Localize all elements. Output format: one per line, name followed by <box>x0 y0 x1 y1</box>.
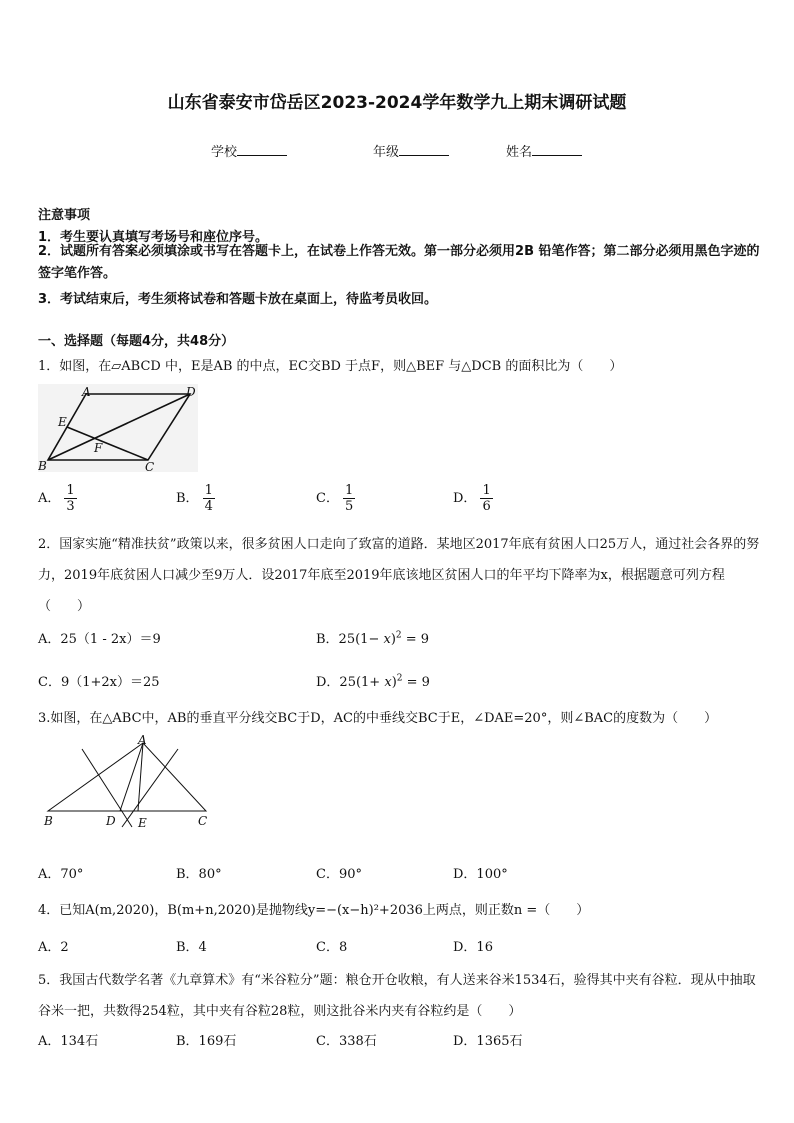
q3-option-b[interactable]: B．80° <box>176 867 222 882</box>
denominator: 4 <box>204 499 213 514</box>
q1-option-c[interactable] <box>316 483 355 514</box>
notice-item: 2．试题所有答案必须填涂或书写在答题卡上，在试卷上作答无效。第一部分必须用2B 铅笔作答；第二部分必须用黑色字迹的签字笔作答。 <box>38 244 760 281</box>
triangle-abc <box>48 743 206 811</box>
denominator: 3 <box>66 499 75 514</box>
q4-option-a[interactable]: A．2 <box>38 940 69 955</box>
name-blank[interactable] <box>532 143 582 156</box>
label-d: D <box>106 814 116 828</box>
q5-option-b[interactable]: B．169石 <box>176 1034 237 1049</box>
label-a: A <box>138 735 147 747</box>
exponent: 2 <box>396 673 403 684</box>
q5-option-c[interactable]: C．338石 <box>316 1034 377 1049</box>
expr: ) <box>390 632 396 647</box>
question-1-stem: 1．如图，在▱ABCD 中，E是AB 的中点，EC交BD 于点F，则△BEF 与△DCB 的面积比为（ ） <box>38 359 623 374</box>
q4-option-b[interactable]: B．4 <box>176 940 207 955</box>
school-blank[interactable] <box>237 143 287 156</box>
q1-option-a[interactable] <box>38 483 77 514</box>
grade-blank[interactable] <box>399 143 449 156</box>
q1-option-d[interactable] <box>453 483 493 514</box>
expr: ) <box>391 675 397 690</box>
exponent: 2 <box>395 630 402 641</box>
page-title: 山东省泰安市岱岳区2023-2024学年数学九上期末调研试题 <box>167 93 627 113</box>
q4-option-c[interactable]: C．8 <box>316 940 348 955</box>
denominator: 6 <box>482 499 491 514</box>
q3-option-d[interactable]: D．100° <box>453 867 508 882</box>
question-5-stem: 5．我国古代数学名著《九章算术》有“米谷粒分”题：粮仓开仓收粮，有人送来谷米1534石，验得其中夹有谷粒．现从中抽取谷米一把，共数得254粒，其中夹有谷粒28粒，则这批谷米内夹有谷粒约是（ ） <box>38 973 756 1019</box>
numerator: 1 <box>344 483 354 498</box>
q5-option-d[interactable]: D．1365石 <box>453 1034 523 1049</box>
label-b: B <box>38 459 47 472</box>
option-letter: D． <box>453 491 477 506</box>
label-f: F <box>94 441 103 455</box>
option-letter: C． <box>316 491 339 506</box>
numerator: 1 <box>66 483 75 498</box>
perpendicular-bisector-ac <box>122 749 178 827</box>
question-3-stem: 3.如图，在△ABC中，AB的垂直平分线交BC于D，AC的中垂线交BC于E，∠DAE=20°，则∠BAC的度数为（ ） <box>38 711 718 726</box>
q4-option-d[interactable]: D．16 <box>453 940 493 955</box>
label-c: C <box>145 460 155 472</box>
notice-item: 3．考试结束后，考生须将试卷和答题卡放在桌面上，待监考员收回。 <box>38 292 438 307</box>
label-b: B <box>44 814 53 828</box>
grade-label: 年级 <box>373 145 400 160</box>
grade-field[interactable] <box>373 141 449 160</box>
segment-ad <box>120 743 143 811</box>
parallelogram-figure <box>38 384 198 472</box>
notice-item: 1．考生要认真填写考场号和座位序号。 <box>38 230 269 245</box>
q2-option-d[interactable] <box>316 671 430 690</box>
triangle-figure <box>38 735 214 831</box>
school-label: 学校 <box>211 145 238 160</box>
option-letter: A． <box>38 491 61 506</box>
name-label: 姓名 <box>506 145 533 160</box>
q1-option-b[interactable] <box>176 483 215 514</box>
expr: = 9 <box>401 632 430 647</box>
question-4-stem: 4．已知A(m,2020)，B(m+n,2020)是抛物线y=−(x−h)²+2036上两点，则正数n =（ ） <box>38 903 590 918</box>
q2-option-c[interactable]: C．9（1+2x）＝25 <box>38 675 160 690</box>
q5-option-a[interactable]: A．134石 <box>38 1034 99 1049</box>
var-x: x <box>383 632 391 647</box>
q2-option-b[interactable] <box>316 628 429 647</box>
school-field[interactable] <box>211 141 287 160</box>
question-2-stem: 2．国家实施“精准扶贫”政策以来，很多贫困人口走向了致富的道路．某地区2017年底有贫困人口25万人，通过社会各界的努力，2019年底贫困人口减少至9万人．设2017年底至2019年底该地区贫困人口的年平均下降率为x，根据题意可列方程（ ） <box>38 537 760 614</box>
expr: B．25(1− <box>316 632 384 647</box>
numerator: 1 <box>204 483 213 498</box>
name-field[interactable] <box>506 141 582 160</box>
label-a: A <box>82 385 91 399</box>
label-c: C <box>198 814 208 828</box>
q2-option-a[interactable]: A．25（1 - 2x）＝9 <box>38 632 161 647</box>
var-x: x <box>384 675 392 690</box>
label-e: E <box>58 415 67 429</box>
label-e: E <box>138 816 147 830</box>
section-heading: 一、选择题（每题4分，共48分） <box>38 334 235 349</box>
numerator: 1 <box>482 483 491 498</box>
expr: D．25(1+ <box>316 675 385 690</box>
q3-option-c[interactable]: C．90° <box>316 867 362 882</box>
notice-heading: 注意事项 <box>38 208 91 223</box>
q3-option-a[interactable]: A．70° <box>38 867 84 882</box>
denominator: 5 <box>344 499 354 514</box>
expr: = 9 <box>402 675 430 690</box>
option-letter: B． <box>176 491 199 506</box>
label-d: D <box>186 385 196 399</box>
